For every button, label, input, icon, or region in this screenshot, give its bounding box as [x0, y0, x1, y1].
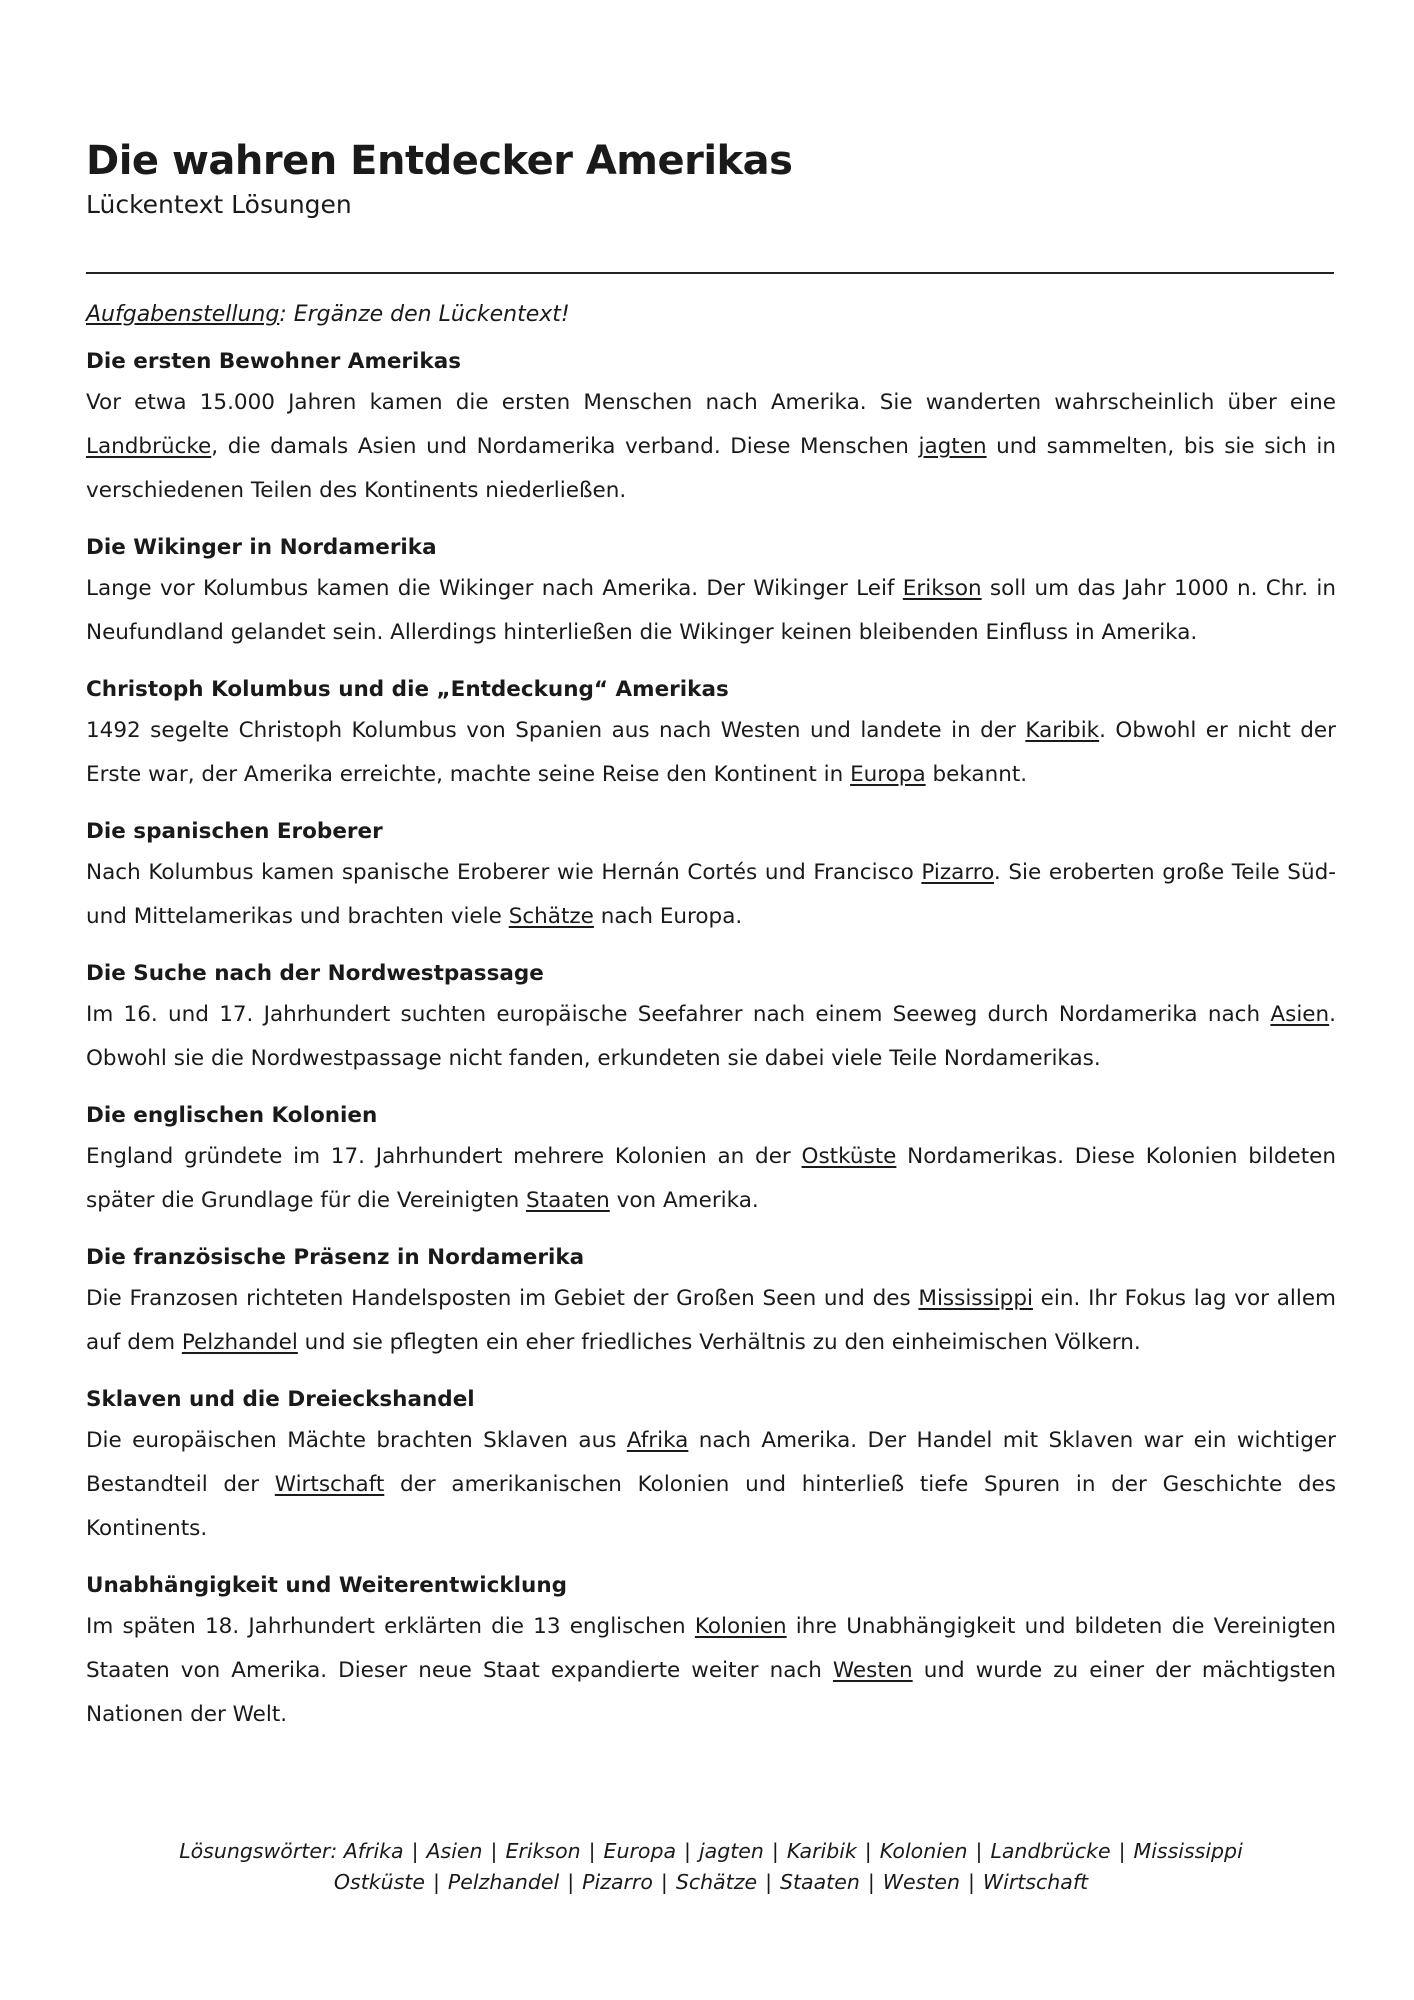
word-separator: | [765, 1870, 772, 1894]
word-separator: | [867, 1870, 875, 1894]
section-heading: Die englischen Kolonien [86, 1103, 378, 1128]
word-separator: | [432, 1870, 440, 1894]
solution-word: Schätze [675, 1870, 758, 1894]
section-paragraph [86, 1277, 1336, 1365]
solution-blank: Mississippi [918, 1286, 1033, 1311]
word-separator: | [975, 1839, 983, 1863]
section-paragraph [86, 709, 1336, 797]
solution-word: Erikson [505, 1839, 581, 1863]
section [86, 531, 1336, 655]
word-separator: | [490, 1839, 498, 1863]
section [86, 1099, 1336, 1223]
page-title: Die wahren Entdecker Amerikas [86, 138, 793, 184]
section-heading: Die Suche nach der Nordwestpassage [86, 961, 544, 986]
paragraph-text: soll um das Jahr 1000 n. Chr. in Neufundland gelandet sein. Allerdings hinterließen die Wikinger keinen bleibenden Einfluss in Amerika. [86, 576, 1336, 645]
paragraph-text: nach Europa. [593, 904, 743, 929]
section-paragraph [86, 993, 1336, 1081]
solution-word: Mississippi [1133, 1839, 1243, 1863]
solution-blank: Europa [850, 762, 926, 787]
section [86, 1569, 1336, 1737]
paragraph-text: . Obwohl er nicht der Erste war, der Amerika erreichte, machte seine Reise den Kontinent in [86, 718, 1336, 787]
paragraph-text: Im späten 18. Jahrhundert erklärten die 13 englischen [86, 1614, 695, 1639]
paragraph-text: Nach Kolumbus kamen spanische Eroberer wie Hernán Cortés und Francisco [86, 860, 922, 885]
solution-word: Asien [426, 1839, 483, 1863]
solution-words-line [86, 1836, 1336, 1867]
solution-word: jagten [698, 1839, 764, 1863]
section-heading: Die französische Präsenz in Nordamerika [86, 1245, 585, 1270]
paragraph-text: Lange vor Kolumbus kamen die Wikinger nach Amerika. Der Wikinger Leif [86, 576, 903, 601]
paragraph-text: und wurde zu einer der mächtigsten Nationen der Welt. [86, 1658, 1336, 1727]
paragraph-text: Nordamerikas. Diese Kolonien bildeten später die Grundlage für die Vereinigten [86, 1144, 1336, 1213]
section-heading: Unabhängigkeit und Weiterentwicklung [86, 1573, 568, 1598]
paragraph-text: . Obwohl sie die Nordwestpassage nicht fanden, erkundeten sie dabei viele Teile Nordamerikas. [86, 1002, 1336, 1071]
section-paragraph [86, 567, 1336, 655]
section-paragraph [86, 1135, 1336, 1223]
paragraph-text: von Amerika. [609, 1188, 759, 1213]
solution-blank: Asien [1270, 1002, 1330, 1027]
solution-word: Kolonien [879, 1839, 968, 1863]
solution-blank: Westen [832, 1658, 913, 1683]
solution-word: Staaten [780, 1870, 860, 1894]
section-heading: Sklaven und die Dreieckshandel [86, 1387, 475, 1412]
paragraph-text: Die europäischen Mächte brachten Sklaven aus [86, 1428, 627, 1453]
solution-words [86, 1836, 1336, 1898]
section [86, 815, 1336, 939]
paragraph-text: und sie pflegten ein eher friedliches Verhältnis zu den einheimischen Völkern. [297, 1330, 1141, 1355]
text-sections [86, 345, 1336, 1755]
solution-blank: Ostküste [801, 1144, 897, 1169]
solution-word: Karibik [786, 1839, 857, 1863]
task-text: : Ergänze den Lückentext! [279, 302, 570, 327]
section [86, 1241, 1336, 1365]
solution-blank: Schätze [508, 904, 594, 929]
task-instruction [86, 302, 570, 327]
solution-blank: Landbrücke [86, 434, 212, 459]
paragraph-text: ein. Ihr Fokus lag vor allem auf dem [86, 1286, 1336, 1355]
solution-word: Westen [882, 1870, 960, 1894]
solution-word: Pizarro [582, 1870, 653, 1894]
solution-blank: Staaten [526, 1188, 610, 1213]
solution-words-line [86, 1867, 1336, 1898]
solution-blank: Karibik [1025, 718, 1100, 743]
section-heading: Die ersten Bewohner Amerikas [86, 349, 462, 374]
section [86, 957, 1336, 1081]
paragraph-text: 1492 segelte Christoph Kolumbus von Spanien aus nach Westen und landete in der [86, 718, 1026, 743]
section [86, 1383, 1336, 1551]
word-separator: | [684, 1839, 691, 1863]
section-heading: Die spanischen Eroberer [86, 819, 383, 844]
section-paragraph [86, 1419, 1336, 1551]
word-separator: | [660, 1870, 668, 1894]
solution-blank: jagten [918, 434, 987, 459]
solution-blank: Wirtschaft [274, 1472, 385, 1497]
word-separator: | [588, 1839, 596, 1863]
paragraph-text: England gründete im 17. Jahrhundert mehrere Kolonien an der [86, 1144, 802, 1169]
paragraph-text: Im 16. und 17. Jahrhundert suchten europäische Seefahrer nach einem Seeweg durch Nordamerika nach [86, 1002, 1271, 1027]
paragraph-text: Die Franzosen richteten Handelsposten im Gebiet der Großen Seen und des [86, 1286, 919, 1311]
word-separator: | [864, 1839, 872, 1863]
section-heading: Christoph Kolumbus und die „Entdeckung“ Amerikas [86, 677, 729, 702]
solution-word: Europa [603, 1839, 677, 1863]
section-paragraph [86, 851, 1336, 939]
section-heading: Die Wikinger in Nordamerika [86, 535, 437, 560]
word-separator: | [411, 1839, 419, 1863]
word-separator: | [567, 1870, 575, 1894]
section [86, 673, 1336, 797]
solution-words-label: Lösungswörter: [179, 1839, 344, 1863]
paragraph-text: Vor etwa 15.000 Jahren kamen die ersten Menschen nach Amerika. Sie wanderten wahrscheinlich über eine [86, 390, 1336, 415]
word-separator: | [967, 1870, 975, 1894]
solution-word: Wirtschaft [982, 1870, 1089, 1894]
word-separator: | [771, 1839, 779, 1863]
section [86, 345, 1336, 513]
paragraph-text: der amerikanischen Kolonien und hinterließ tiefe Spuren in der Geschichte des Kontinents. [86, 1472, 1336, 1541]
page-subtitle: Lückentext Lösungen [86, 190, 352, 219]
solution-word: Ostküste [333, 1870, 425, 1894]
solution-blank: Afrika [626, 1428, 689, 1453]
task-label: Aufgabenstellung [86, 302, 280, 327]
solution-word: Landbrücke [990, 1839, 1111, 1863]
section-paragraph [86, 381, 1336, 513]
solution-blank: Erikson [902, 576, 982, 601]
section-paragraph [86, 1605, 1336, 1737]
solution-blank: Kolonien [694, 1614, 787, 1639]
paragraph-text: nach Amerika. Der Handel mit Sklaven war ein wichtiger Bestandteil der [86, 1428, 1336, 1497]
paragraph-text: bekannt. [925, 762, 1028, 787]
solution-word: Afrika [343, 1839, 404, 1863]
paragraph-text: , die damals Asien und Nordamerika verband. Diese Menschen [211, 434, 919, 459]
paragraph-text: und sammelten, bis sie sich in verschiedenen Teilen des Kontinents niederließen. [86, 434, 1336, 503]
paragraph-text: . Sie eroberten große Teile Süd- und Mittelamerikas und brachten viele [86, 860, 1336, 929]
title-divider [86, 272, 1334, 274]
solution-blank: Pelzhandel [181, 1330, 298, 1355]
word-separator: | [1118, 1839, 1126, 1863]
solution-word: Pelzhandel [447, 1870, 560, 1894]
paragraph-text: ihre Unabhängigkeit und bildeten die Vereinigten Staaten von Amerika. Dieser neue Staat expandierte weiter nach [86, 1614, 1336, 1683]
solution-blank: Pizarro [921, 860, 994, 885]
